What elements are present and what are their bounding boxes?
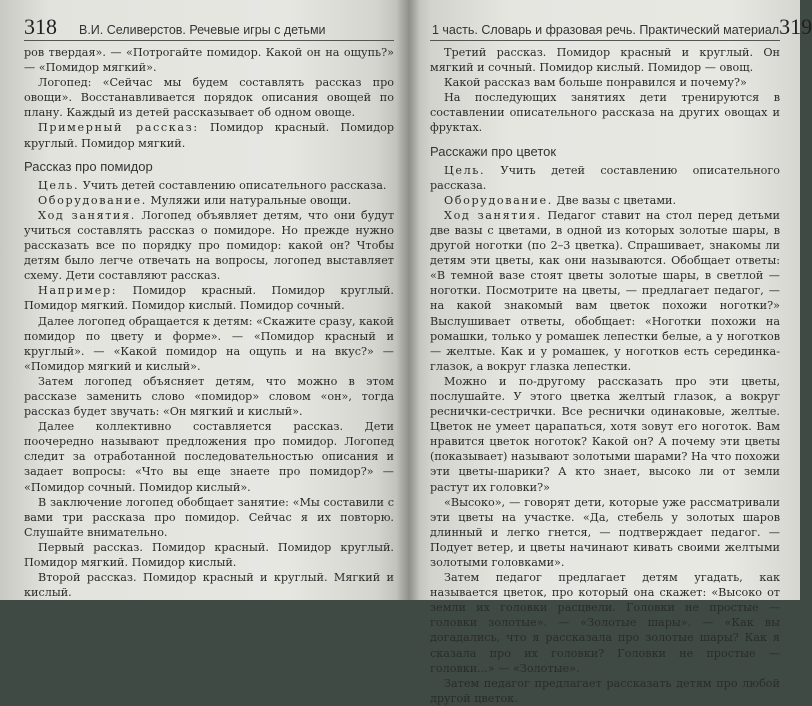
left-course	[24, 208, 394, 283]
sample-story-text: Помидор красный. Помидор круглый. Помидор мягкий.	[24, 121, 394, 150]
left-paragraph-6: Далее коллективно составляется рассказ. Дети поочередно называют предложения про помидор. Логопед следит за отработанной последовательностью описания и задает вопросы: «Что вы еще знаете про помидор?» — «Помидор сочный. Помидор кислый».	[24, 420, 394, 494]
left-equipment	[24, 193, 394, 208]
left-sample-story	[24, 120, 394, 150]
right-equipment	[430, 193, 780, 208]
left-paragraph-2: Логопед: «Сейчас мы будем составлять рассказ про овощи». Восстанавливается порядок описания овощей по плану. Каждый из детей рассказывает об одном овоще.	[24, 76, 394, 120]
right-equipment-label: Оборудование.	[444, 193, 553, 207]
left-section-heading: Рассказ про помидор	[24, 158, 153, 174]
left-paragraph-5: Затем логопед объясняет детям, что можно в этом рассказе заменить слово «помидор» словом «он», тогда рассказ будет звучать: «Он мягкий и кислый».	[24, 374, 394, 419]
right-goal-label: Цель.	[444, 163, 486, 177]
left-page	[0, 0, 408, 600]
right-course	[430, 208, 780, 374]
right-paragraph-1: Третий рассказ. Помидор красный и круглый. Он мягкий и сочный. Помидор кислый. Помидор — овощ.	[430, 46, 780, 75]
right-paragraph-7: Затем педагог предлагает рассказать детям про любой другой цветок.	[430, 676, 780, 705]
left-equipment-label: Оборудование.	[38, 193, 147, 207]
right-paragraph-5: «Высоко», — говорят дети, которые уже рассматривали эти цветы на участке. «Да, стебель у золотых шаров длинный и легко гнется, — подтверждает педагог. — Подует ветер, и цветы начинают кивать своими желтыми золотыми головками».	[430, 495, 780, 569]
right-goal-text: Учить детей составлению описательного рассказа.	[430, 163, 780, 192]
left-goal-text: Учить детей составлению описательного рассказа.	[79, 178, 387, 192]
right-course-text: Педагог ставит на стол перед детьми две вазы с цветами, в одной из которых золотые шары, в другой ноготки (по 2–3 цветка). Спрашивает, знакомы ли детям эти цветы, как они называются. Обобщает ответы: «В темной вазе стоят цветы золотые шары, в светлой — ноготки. Посмотрите на цветы, — предлагает педагог, — на какой знакомый вам цветок похожи ноготки?» Выслушивает ответы, обобщает: «Ноготки похожи на ромашки, только у ромашек лепестки белые, а у ноготков — желтые. Как и у ромашек, у ноготков есть серединка-глазок, а вокруг глазка лепестки.	[430, 208, 781, 373]
right-equipment-text: Две вазы с цветами.	[552, 193, 677, 207]
sample-story-label: Примерный рассказ:	[38, 121, 199, 135]
left-paragraph-4: Далее логопед обращается к детям: «Скажите сразу, какой помидор по цвету и форме». — «Помидор красный и круглый». — «Какой помидор на ощупь и на вкус?» — «Помидор мягкий и кислый».	[24, 314, 394, 373]
right-paragraph-3: На последующих занятиях дети тренируются в составлении описательного рассказа на других овощах и фруктах.	[430, 91, 780, 135]
left-paragraph-8: Первый рассказ. Помидор красный. Помидор круглый. Помидор мягкий. Помидор кислый.	[24, 540, 394, 569]
left-goal-label: Цель.	[38, 178, 80, 192]
left-example	[24, 283, 394, 313]
right-paragraph-2: Какой рассказ вам больше понравился и почему?»	[444, 76, 747, 90]
right-page	[408, 0, 812, 705]
right-running-title: 1 часть. Словарь и фразовая речь. Практический материал	[432, 23, 780, 37]
left-goal	[24, 178, 394, 193]
left-paragraph-9: Второй рассказ. Помидор красный и круглый. Мягкий и кислый.	[24, 571, 394, 600]
left-equipment-text: Муляжи или натуральные овощи.	[146, 193, 352, 207]
left-running-title: В.И. Селиверстов. Речевые игры с детьми	[79, 23, 326, 37]
right-page-number: 319	[779, 14, 812, 39]
right-course-label: Ход занятия.	[444, 208, 542, 222]
left-paragraph-1: ров твердая». — «Потрогайте помидор. Какой он на ощупь?» — «Помидор мягкий».	[24, 46, 394, 75]
right-running-head	[430, 14, 812, 41]
left-page-number: 318	[24, 14, 57, 39]
left-course-label: Ход занятия.	[38, 208, 136, 222]
left-running-head	[24, 14, 394, 41]
left-course-text: Логопед объявляет детям, что они будут учиться составлять рассказ о помидоре. Но прежде нужно рассказать все по порядку про помидор: какой он? Чтобы детям было легче отвечать на вопросы, логопед выставляет схему. Дети составляют рассказ.	[24, 208, 395, 283]
right-paragraph-4: Можно и по-другому рассказать про эти цветы, послушайте. У этого цветка желтый глазок, а вокруг реснички-сестрички. Все реснички одинаковые, желтые. Цветок не умеет царапаться, хотя зовут его ноготок. Вам нравится цветок ноготок? Какой он? А почему эти цветы (показывает) называют золотыми шарами? На что похожи эти цветы-шарики? А кто знает, высоко ли от земли растут их головки?»	[430, 374, 780, 494]
right-section-heading: Расскажи про цветок	[430, 143, 557, 159]
right-paragraph-6: Затем педагог предлагает детям угадать, как называется цветок, про который она скажет: «Высоко от земли их головки расцвели. Головки не простые — головки золотые». — «Золотые шары». — «Как вы догадались, что я рассказала про золотые шары? Как я сказала про их головки? Головки не простые — головки...» — «Золотые».	[430, 571, 780, 675]
left-example-label: Например:	[38, 284, 118, 298]
right-goal	[430, 163, 780, 193]
left-paragraph-7: В заключение логопед обобщает занятие: «Мы составили с вами три рассказа про помидор. Сейчас я их повторю. Слушайте внимательно.	[24, 495, 394, 539]
left-example-text: Помидор красный. Помидор круглый. Помидор мягкий. Помидор кислый. Помидор сочный.	[24, 284, 394, 313]
